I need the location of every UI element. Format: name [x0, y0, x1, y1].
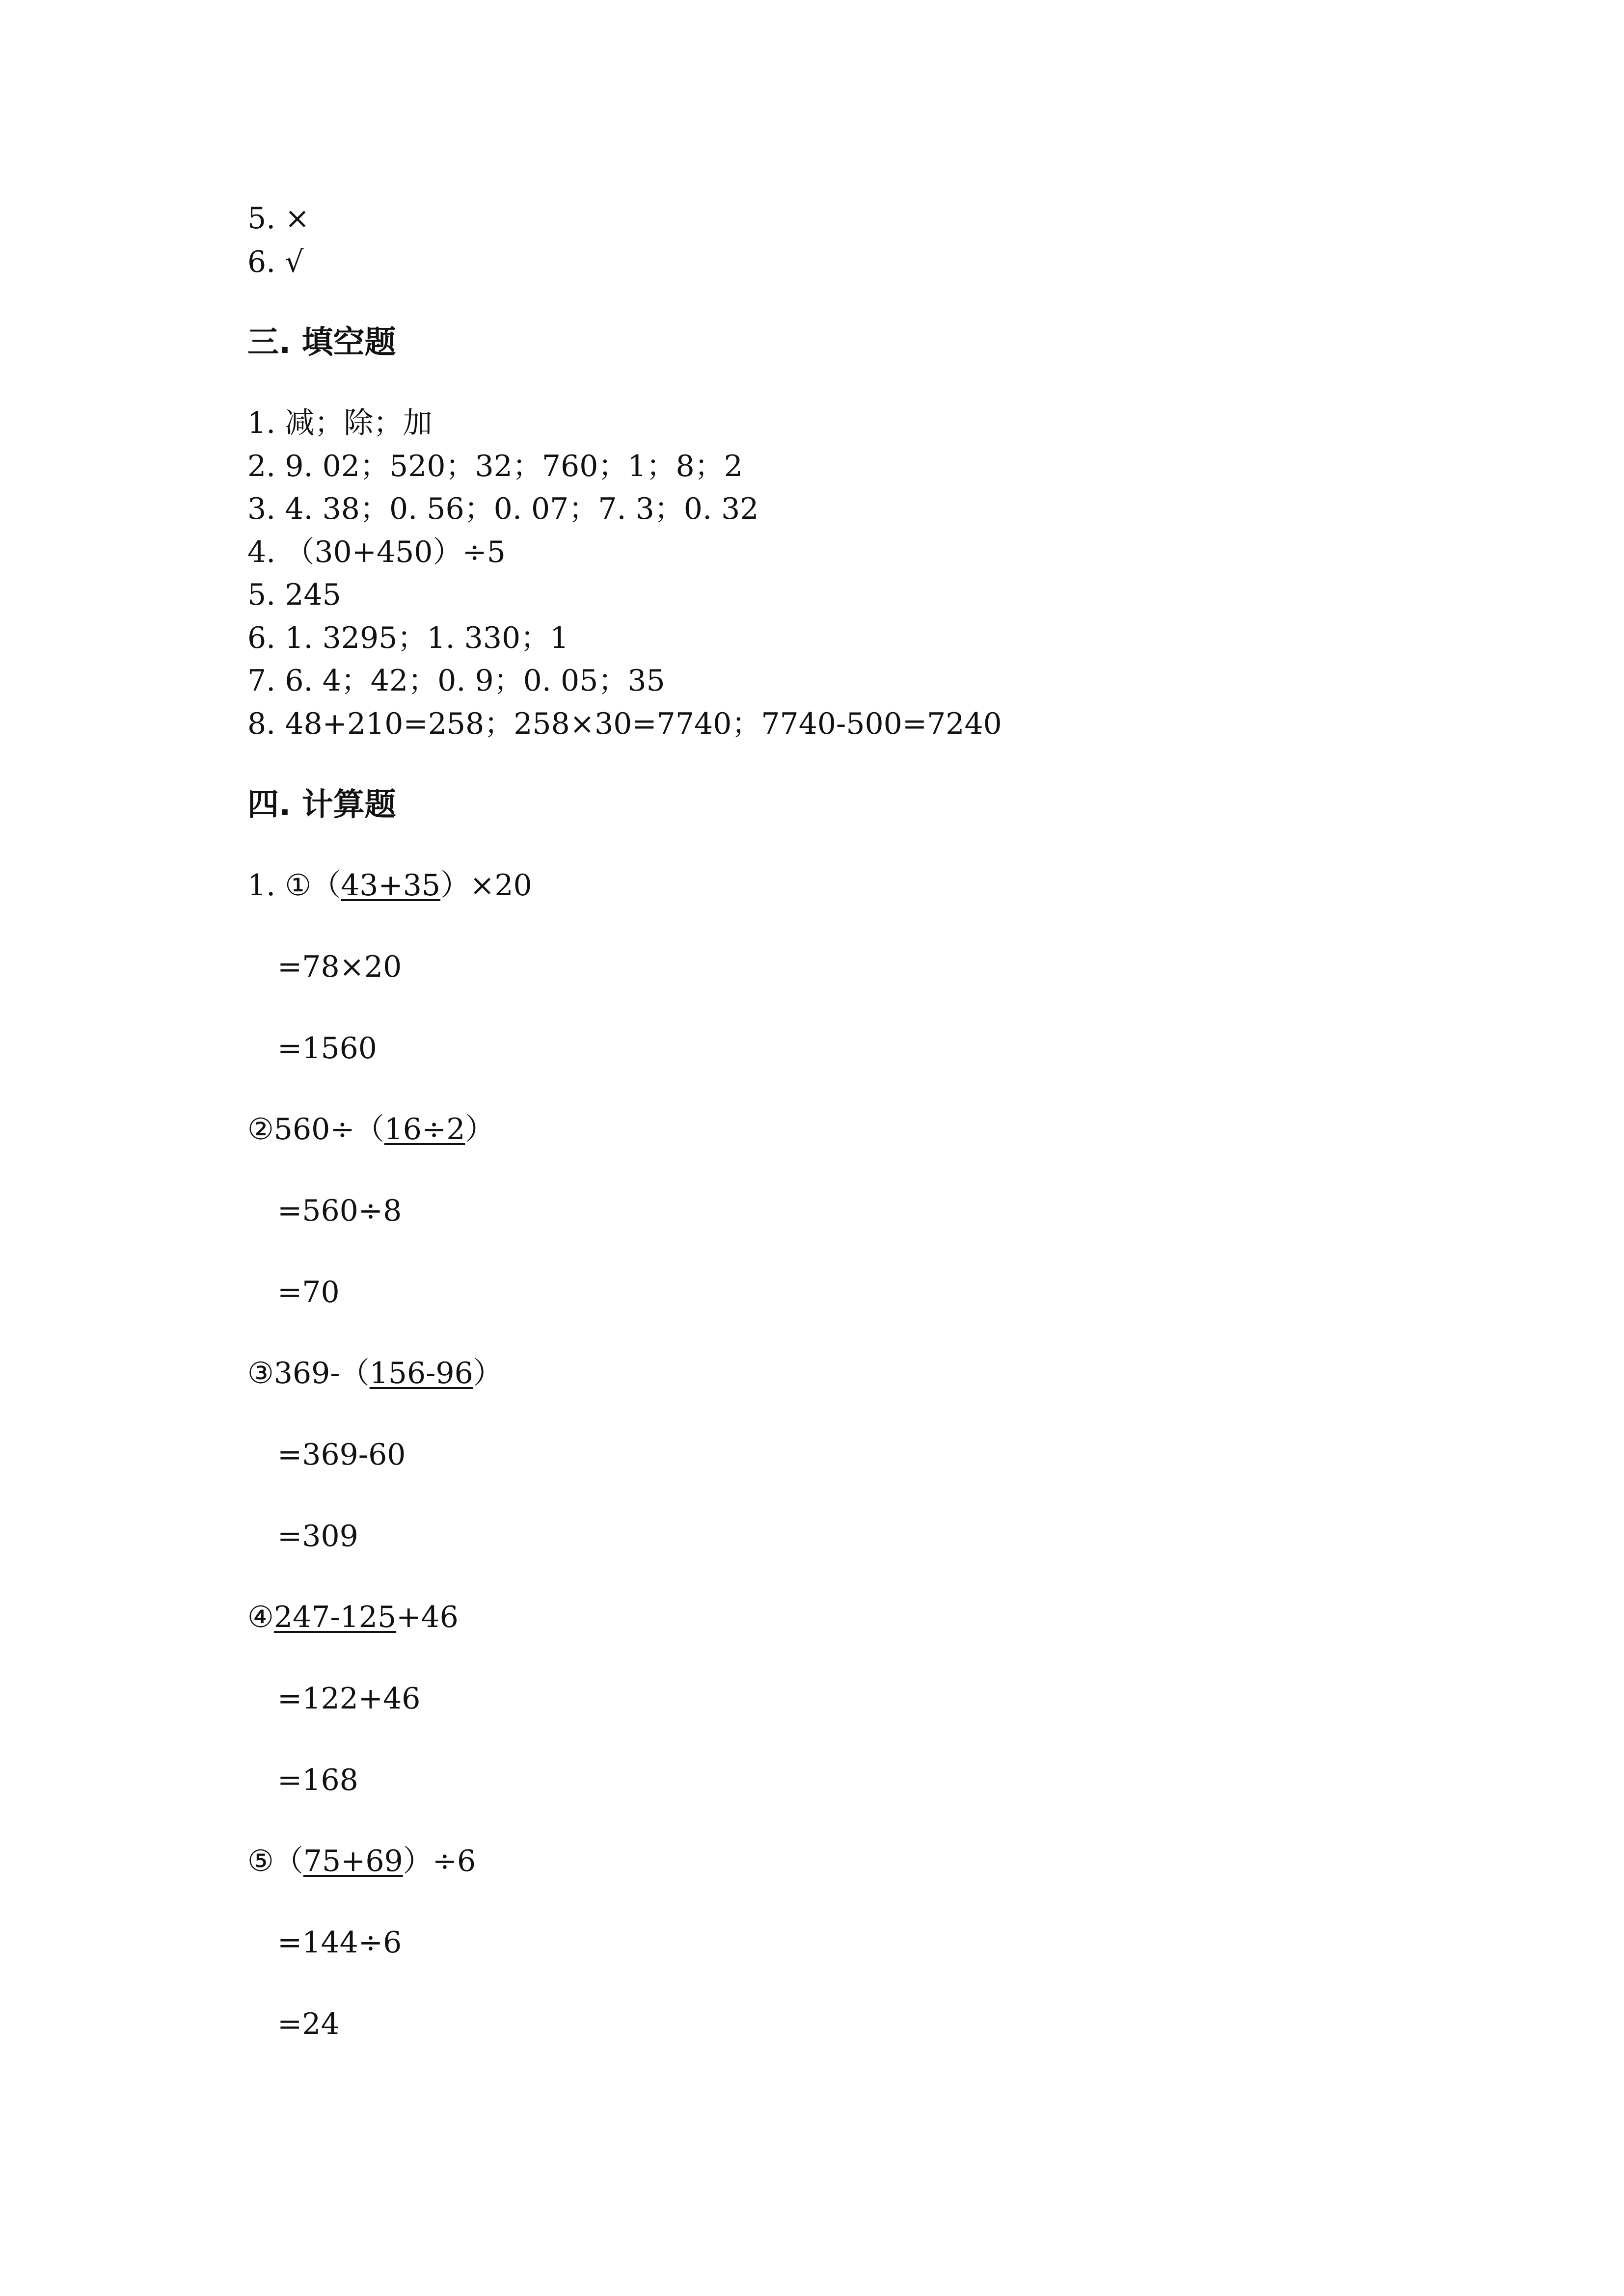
calc-expression-prefix: ④	[247, 1600, 274, 1634]
fill-answer-4: 4. （30+450）÷5	[247, 535, 506, 569]
calc-expression-prefix: ③369-（	[247, 1356, 370, 1390]
calc-underlined-part: 75+69	[303, 1844, 403, 1878]
fill-answer-3: 3. 4. 38；0. 56；0. 07；7. 3；0. 32	[247, 492, 759, 526]
calc-underlined-part: 156-96	[369, 1356, 473, 1390]
calc-step: =369-60	[277, 1438, 406, 1472]
calc-expression-prefix: ⑤（	[247, 1844, 303, 1878]
calc-problem-4	[247, 1598, 459, 1637]
calc-underlined-part: 43+35	[341, 868, 441, 903]
calc-underlined-part: 16÷2	[384, 1112, 465, 1147]
calc-expression-prefix: ②560÷（	[247, 1112, 384, 1147]
calc-result: =168	[277, 1763, 358, 1797]
calc-result: =70	[277, 1275, 340, 1309]
calc-step: =144÷6	[277, 1925, 402, 1960]
calc-expression-suffix: +46	[396, 1600, 459, 1634]
fill-answer-6: 6. 1. 3295；1. 330；1	[247, 621, 569, 655]
calc-step: =560÷8	[277, 1194, 402, 1228]
fill-answer-7: 7. 6. 4；42；0. 9；0. 05；35	[247, 664, 665, 698]
answer-5: 5. ×	[247, 201, 310, 236]
section-4-title: 四. 计算题	[247, 787, 396, 823]
calc-result: =309	[277, 1519, 358, 1553]
calc-underlined-part: 247-125	[273, 1600, 397, 1634]
answer-6: 6. √	[247, 245, 304, 279]
calc-step: =78×20	[277, 950, 402, 984]
calc-problem-1	[247, 866, 532, 905]
calc-result: =24	[277, 2007, 340, 2041]
calc-problem-2	[247, 1110, 494, 1149]
calc-problem-3	[247, 1354, 503, 1393]
calc-result: =1560	[277, 1031, 377, 1066]
fill-answer-1: 1. 减；除；加	[247, 406, 433, 440]
calc-expression-suffix: ）	[473, 1356, 503, 1390]
fill-answer-8: 8. 48+210=258；258×30=7740；7740-500=7240	[247, 707, 1002, 741]
fill-answer-5: 5. 245	[247, 578, 341, 612]
calc-expression-suffix: ）	[465, 1112, 495, 1147]
calc-step: =122+46	[277, 1682, 421, 1716]
calc-expression-suffix: ）÷6	[403, 1844, 476, 1878]
fill-answer-2: 2. 9. 02；520；32；760；1；8；2	[247, 449, 743, 483]
calc-expression-prefix: 1. ①（	[247, 868, 341, 903]
calc-expression-suffix: ）×20	[440, 868, 532, 903]
calc-problem-5	[247, 1842, 476, 1881]
section-3-title: 三. 填空题	[247, 324, 396, 361]
